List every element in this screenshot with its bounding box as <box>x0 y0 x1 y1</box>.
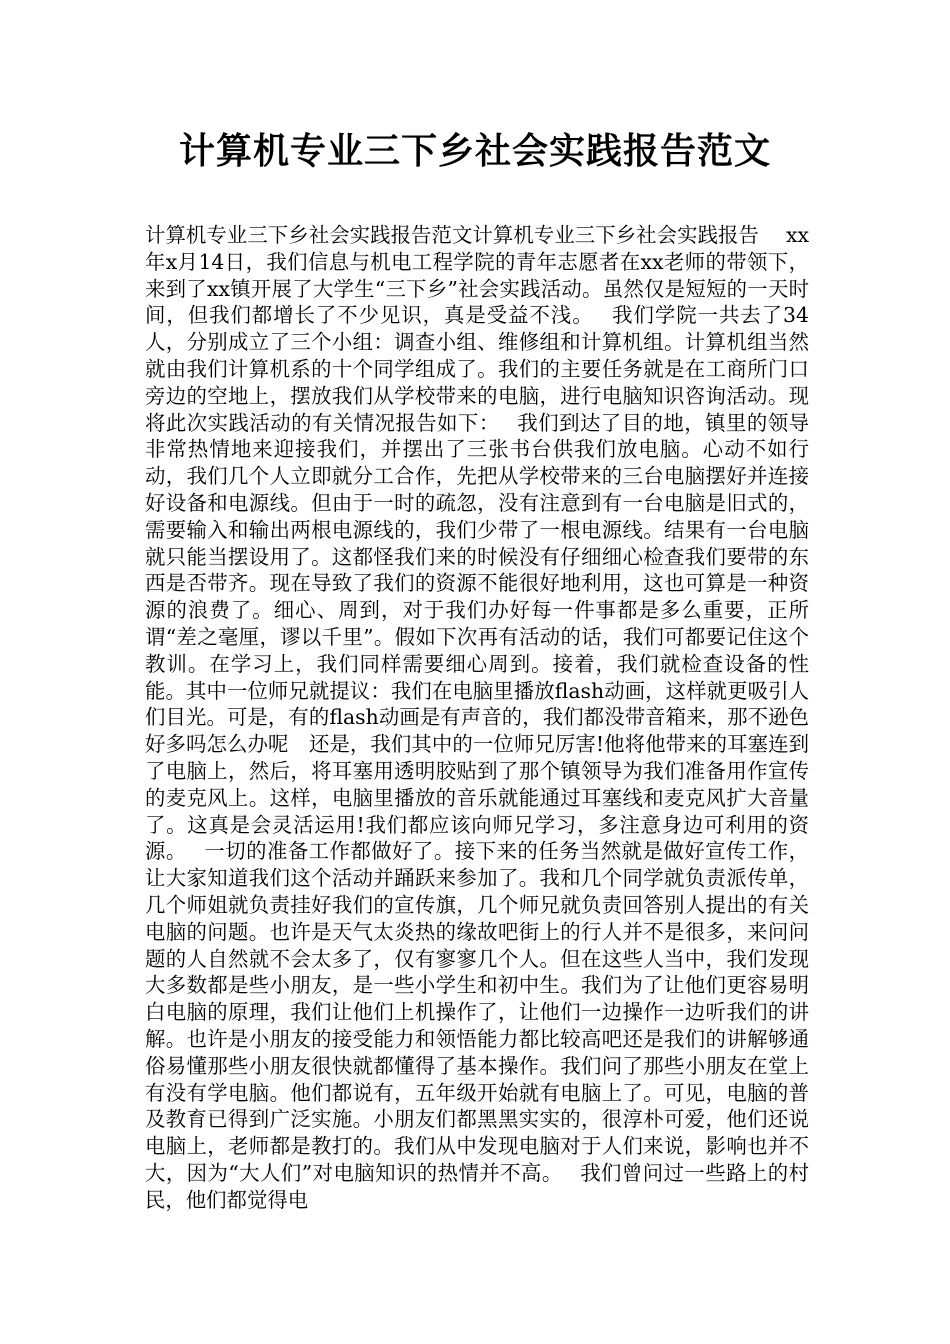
document-title: 计算机专业三下乡社会实践报告范文 <box>178 131 771 172</box>
document-body: 计算机专业三下乡社会实践报告范文计算机专业三下乡社会实践报告 xx年x月14日，我们信息与机电工程学院的青年志愿者在xx老师的带领下，来到了xx镇开展了大学生“三下乡”社会实践活动。虽然仅是短短的一天时间，但我们都增长了不少见识，真是受益不浅。 我们学院一共去了34人，分别成立了三个小组：调查小组、维修组和计算机组。计算机组当然就由我们计算机系的十个同学组成了。我们的主要任务就是在工商所门口旁边的空地上，摆放我们从学校带来的电脑，进行电脑知识咨询活动。现将此次实践活动的有关情况报告如下： 我们到达了目的地，镇里的领导非常热情地来迎接我们，并摆出了三张书台供我们放电脑。心动不如行动，我们几个人立即就分工合作，先把从学校带来的三台电脑摆好并连接好设备和电源线。但由于一时的疏忽，没有注意到有一台电脑是旧式的，需要输入和输出两根电源线的，我们少带了一根电源线。结果有一台电脑就只能当摆设用了。这都怪我们来的时候没有仔细细心检查我们要带的东西是否带齐。现在导致了我们的资源不能很好地利用，这也可算是一种资源的浪费了。细心、周到，对于我们办好每一件事都是多么重要，正所谓“差之毫厘，谬以千里”。假如下次再有活动的话，我们可都要记住这个教训。在学习上，我们同样需要细心周到。接着，我们就检查设备的性能。其中一位师兄就提议：我们在电脑里播放flash动画，这样就更吸引人们目光。可是，有的flash动画是有声音的，我们都没带音箱来，那不逊色好多吗怎么办呢 还是，我们其中的一位师兄厉害!他将他带来的耳塞连到了电脑上，然后，将耳塞用透明胶贴到了那个镇领导为我们准备用作宣传的麦克风上。这样，电脑里播放的音乐就能通过耳塞线和麦克风扩大音量了。这真是会灵活运用!我们都应该向师兄学习，多注意身边可利用的资源。 一切的准备工作都做好了。接下来的任务当然就是做好宣传工作，让大家知道我们这个活动并踊跃来参加了。我和几个同学就负责派传单，几个师姐就负责挂好我们的宣传旗，几个师兄就负责回答别人提出的有关电脑的问题。也许是天气太炎热的缘故吧街上的行人并不是很多，来问问题的人自然就不会太多了，仅有寥寥几个人。但在这些人当中，我们发现大多数都是些小朋友，是一些小学生和初中生。我们为了让他们更容易明白电脑的原理，我们让他们上机操作了，让他们一边操作一边听我们的讲解。也许是小朋友的接受能力和领悟能力都比较高吧还是我们的讲解够通俗易懂那些小朋友很快就都懂得了基本操作。我们问了那些小朋友在堂上有没有学电脑。他们都说有，五年级开始就有电脑上了。可见，电脑的普及教育已得到广泛实施。小朋友们都黑黑实实的，很淳朴可爱，他们还说电脑上，老师都是教打的。我们从中发现电脑对于人们来说，影响也并不大，因为“大人们”对电脑知识的热情并不高。 我们曾问过一些路上的村民，他们都觉得电 <box>145 223 809 1212</box>
